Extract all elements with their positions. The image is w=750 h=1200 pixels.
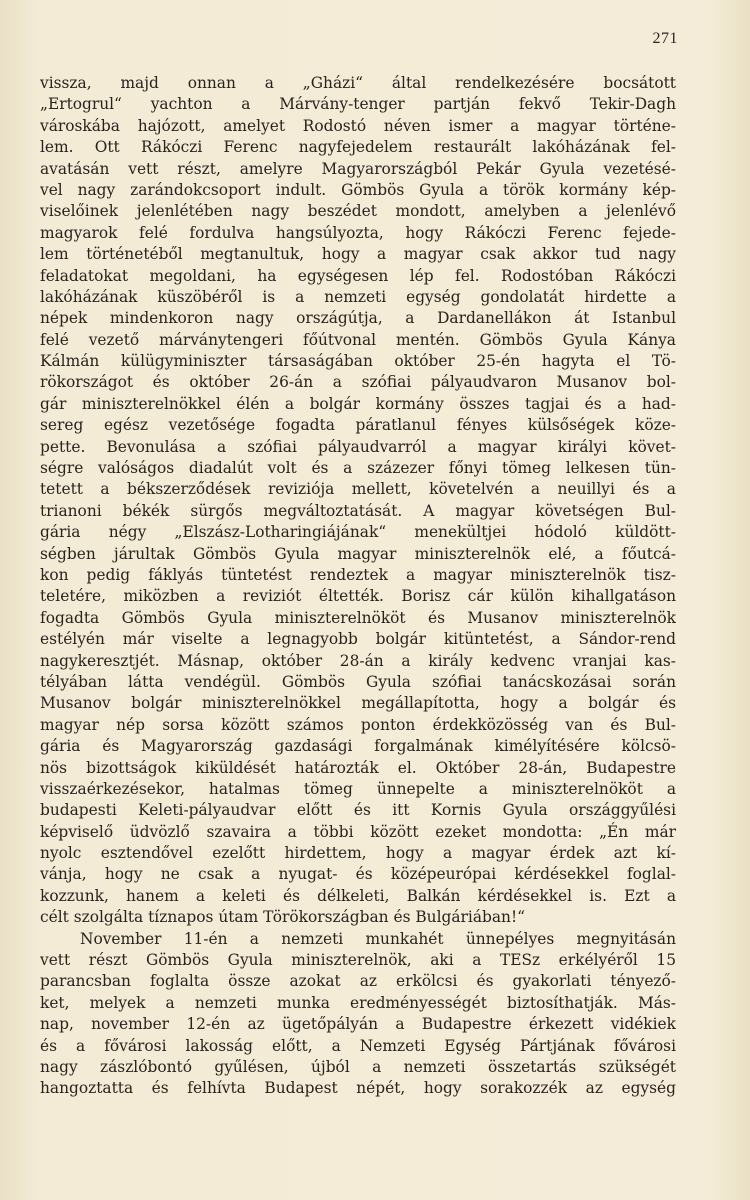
text-line: ségre valóságos diadalút volt és a százezer főnyi tömeg lelkesen tün-: [40, 459, 676, 478]
text-line: trianoni békék sürgős megváltoztatását. A magyar követségen Bul-: [40, 501, 676, 520]
text-line: budapesti Keleti-pályaudvar előtt és itt Kornis Gyula országgyűlési: [40, 801, 676, 820]
text-line: gária négy „Elszász-Lotharingiájának“ menekültjei hódoló küldött-: [40, 523, 676, 542]
text-line: ket, melyek a nemzeti munka eredményességét biztosíthatják. Más-: [40, 993, 676, 1012]
text-line: fogadta Gömbös Gyula miniszterelnököt és Musanov miniszterelnök: [40, 608, 676, 627]
text-line: feladatokat megoldani, ha egységesen lép fel. Rodostóban Rákóczi: [40, 266, 676, 285]
text-line: nap, november 12-én az ügetőpályán a Budapestre érkezett vidékiek: [40, 1015, 676, 1034]
body-text: [40, 73, 676, 1100]
text-line: vissza, majd onnan a „Gházi“ által rendelkezésére bocsátott: [40, 74, 676, 92]
text-line: vett részt Gömbös Gyula miniszterelnök, aki a TESz erkélyéről 15: [40, 951, 676, 970]
text-line: „Ertogrul“ yachton a Márvány-tenger partján fekvő Tekir-Dagh: [40, 95, 676, 114]
text-line: Musanov bolgár miniszterelnökkel megállapította, hogy a bolgár és: [40, 694, 676, 713]
text-line: hangoztatta és felhívta Budapest népét, hogy sorakozzék az egység: [40, 1079, 676, 1098]
text-line: magyarok felé fordulva hangsúlyozta, hogy Rákóczi Ferenc fejede-: [40, 223, 676, 242]
page-number: 271: [652, 30, 678, 47]
text-line: November 11-én a nemzeti munkahét ünnepélyes megnyitásán: [80, 929, 676, 948]
text-line: rökországot és október 26-án a szófiai pályaudvaron Musanov bol-: [40, 373, 676, 392]
text-line: gária és Magyarország gazdasági forgalmának kimélyítésére kölcsö-: [40, 737, 676, 756]
text-line: pette. Bevonulása a szófiai pályaudvarról a magyar királyi követ-: [40, 437, 676, 456]
text-line: nyolc esztendővel ezelőtt hirdettem, hogy a magyar érdek azt kí-: [40, 844, 676, 863]
text-line: nagy zászlóbontó gyűlésen, újból a nemzeti összetartás szükségét: [40, 1057, 676, 1076]
text-line: avatásán vett részt, amelyre Magyarországból Pekár Gyula vezetésé-: [40, 159, 676, 178]
text-line: és a fővárosi lakosság előtt, a Nemzeti Egység Pártjának fővárosi: [40, 1036, 676, 1055]
text-line: nagykeresztjét. Másnap, október 28-án a király kedvenc vranjai kas-: [40, 651, 676, 670]
text-line: vánja, hogy ne csak a nyugat- és középeurópai kérdésekkel foglal-: [40, 865, 676, 884]
text-line: felé vezető márványtengeri főútvonal mentén. Gömbös Gyula Kánya: [40, 330, 676, 349]
text-line: gár miniszterelnökkel élén a bolgár kormány összes tagjai és a had-: [40, 394, 676, 413]
text-line: visszaérkezésekor, hatalmas tömeg ünnepelte a miniszterelnököt a: [40, 779, 676, 798]
text-line: ségben járultak Gömbös Gyula magyar miniszterelnök elé, a főutcá-: [40, 544, 676, 563]
text-line: lem. Ott Rákóczi Ferenc nagyfejedelem restaurált lakóházának fel-: [40, 138, 676, 157]
text-line: parancsban foglalta össze azokat az erkölcsi és gyakorlati tényező-: [40, 972, 676, 991]
text-line: célt szolgálta tíznapos útam Törökországban és Bulgáriában!“: [40, 908, 525, 927]
text-line: vel nagy zarándokcsoport indult. Gömbös Gyula a török kormány kép-: [40, 180, 676, 199]
text-line: kozzunk, hanem a keleti és délkeleti, Balkán kérdésekkel is. Ezt a: [40, 886, 676, 905]
text-line: nös bizottságok kiküldését határozták el. Október 28-án, Budapestre: [40, 758, 676, 777]
text-line: kon pedig fáklyás tüntetést rendeztek a magyar miniszterelnök tisz-: [40, 565, 676, 584]
text-line: lakóházának küszöbéről is a nemzeti egység gondolatát hirdette a: [40, 287, 676, 306]
text-line: viselőinek jelenlétében nagy beszédet mondott, amelyben a jelenlévő: [40, 202, 676, 221]
text-line: tetett a békszerződések reviziója mellett, követelvén a neuillyi és a: [40, 480, 676, 499]
text-line: sereg egész vezetősége fogadta páratlanul fényes külsőségek köze-: [40, 416, 676, 435]
text-line: népek mindenkoron nagy országútja, a Dardanellákon át Istanbul: [40, 309, 676, 328]
text-line: képviselő üdvözlő szavaira a többi között ezeket mondotta: „Én már: [40, 822, 676, 841]
text-line: lem történetéből megtanultuk, hogy a magyar csak akkor tud nagy: [40, 245, 676, 264]
text-line: estélyén már viselte a legnagyobb bolgár kitüntetést, a Sándor-rend: [40, 630, 676, 649]
text-line: teletére, miközben a reviziót éltették. Borisz cár külön kihallgatáson: [40, 587, 676, 606]
text-line: magyar nép sorsa között számos ponton érdekközösség van és Bul-: [40, 715, 676, 734]
text-line: télyában látta vendégül. Gömbös Gyula szófiai tanácskozásai során: [40, 672, 676, 691]
text-line: városkába hajózott, amelyet Rodostó néven ismer a magyar történe-: [40, 116, 676, 135]
text-line: Kálmán külügyminiszter társaságában október 25-én hagyta el Tö-: [40, 352, 676, 371]
